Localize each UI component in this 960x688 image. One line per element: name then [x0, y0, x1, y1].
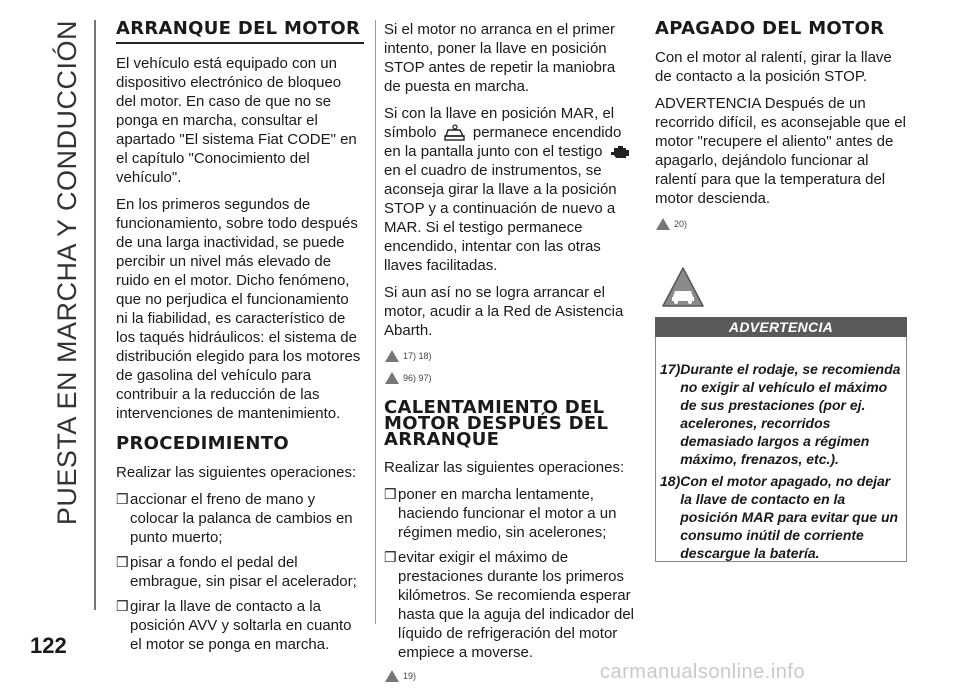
- checkbox-bullet-icon: ❒: [116, 598, 129, 614]
- warning-item: [660, 472, 904, 562]
- reference-numbers: 19): [403, 670, 417, 681]
- warning-reference: [655, 216, 907, 232]
- list-item-text: evitar exigir el máximo de prestaciones durante los primeros kilómetros. Se recomienda esperar hasta que la aguja del indicador del líquido de refrigeración del motor empiece a moverse.: [398, 549, 635, 662]
- list-item-text: accionar el freno de mano y colocar la palanca de cambios en punto muerto;: [130, 491, 353, 546]
- engine-warning-icon: [609, 144, 631, 160]
- reference-numbers: 96) 97): [403, 372, 432, 383]
- reference-numbers: 20): [674, 218, 688, 229]
- warning-number: 18): [660, 473, 681, 489]
- warning-text: Con el motor apagado, no dejar la llave de contacto en la posición MAR para evitar que un consumo inútil de corriente descargue la batería.: [680, 473, 899, 561]
- paragraph: Si el motor no arranca en el primer intento, poner la llave en posición STOP antes de repetir la maniobra de puesta en marcha.: [384, 21, 616, 95]
- list-item-text: pisar a fondo el pedal del embrague, sin pisar el acelerador;: [130, 554, 357, 590]
- paragraph: Con el motor al ralentí, girar la llave de contacto a la posición STOP.: [655, 49, 892, 85]
- paragraph: Si aun así no se logra arrancar el motor, acudir a la Red de Asistencia Abarth.: [384, 284, 624, 340]
- warning-car-triangle-icon: [661, 266, 705, 308]
- list-item-text: poner en marcha lentamente, haciendo funcionar el motor a un régimen medio, sin acelerones;: [398, 486, 617, 542]
- list-item: [384, 485, 636, 542]
- sidebar-rule: [94, 20, 96, 610]
- warning-number: 17): [660, 361, 681, 377]
- page-number: 122: [30, 633, 67, 658]
- watermark: carmanualsonline.info: [600, 661, 806, 683]
- caution-triangle-icon: [384, 371, 400, 385]
- warning-item: [660, 360, 904, 468]
- column-2: [384, 20, 636, 688]
- column-3: [655, 20, 907, 236]
- paragraph: ADVERTENCIA Después de un recorrido difícil, es aconsejable que el motor "recupere el aliento" antes de apagarlo, dejándolo funcionar al ralentí para que la temperatura del motor descienda.: [655, 95, 906, 207]
- column-1: [116, 20, 364, 660]
- warning-list: [660, 360, 904, 566]
- paragraph: Realizar las siguientes operaciones:: [384, 459, 625, 477]
- warning-reference: [384, 370, 636, 386]
- text-fragment: en el cuadro de instrumentos, se aconseja girar la llave a la posición STOP y a continuación de nuevo a MAR. Si el testigo permanece encendido, intentar con las otras llaves facilitadas.: [384, 162, 617, 275]
- subheading-procedimiento: PROCEDIMIENTO: [116, 433, 289, 454]
- paragraph: Realizar las siguientes operaciones:: [116, 464, 357, 481]
- warning-reference: [384, 668, 636, 684]
- text-fragment: Si con la llave en posición MAR, el símbolo: [384, 105, 615, 141]
- chapter-title-text: PUESTA EN MARCHA Y CONDUCCIÓN: [52, 20, 82, 526]
- paragraph-with-icons: [384, 104, 636, 275]
- paragraph: El vehículo está equipado con un dispositivo electrónico de bloqueo del motor. En caso de que no se ponga en marcha, consultar el apartado "El sistema Fiat CODE" en el capítulo "Conocimiento del vehículo".: [116, 55, 357, 186]
- section-heading-calentamiento: CALENTAMIENTO DEL MOTOR DESPUÉS DEL ARRANQUE: [384, 397, 609, 451]
- list-item: [384, 548, 636, 662]
- section-heading-arranque: ARRANQUE DEL MOTOR: [116, 20, 364, 44]
- immobilizer-car-key-icon: [443, 124, 467, 142]
- list-item-text: girar la llave de contacto a la posición AVV y soltarla en cuanto el motor se ponga en marcha.: [130, 598, 352, 653]
- checkbox-bullet-icon: ❒: [384, 486, 397, 503]
- checkbox-bullet-icon: ❒: [384, 549, 397, 566]
- list-item: [116, 597, 364, 654]
- text-fragment: permanece encendido en la pantalla junto con el testigo: [384, 124, 622, 161]
- column-separator: [375, 20, 376, 624]
- list-item: [116, 490, 364, 547]
- list-item: [116, 553, 364, 591]
- caution-triangle-icon: [655, 217, 671, 231]
- chapter-sidebar-title: [52, 20, 92, 610]
- paragraph: En los primeros segundos de funcionamiento, sobre todo después de una larga inactividad, se puede percibir un nivel más elevado de ruido en el motor. Dicho fenómeno, que no perjudica el funcionamiento ni la fiabilidad, es característico de los taqués hidráulicos: el sistema de distribución elegido para los motores de gasolina del vehículo para contribuir a la reducción de las intervenciones de mantenimiento.: [116, 196, 361, 422]
- checkbox-bullet-icon: ❒: [116, 554, 129, 570]
- warning-reference: [384, 348, 636, 364]
- warning-text: Durante el rodaje, se recomienda no exigir al vehículo el máximo de sus prestaciones (por ej. acelerones, recorridos demasiado largos a régimen máximo, frenazos, etc.).: [680, 361, 901, 467]
- warning-triangle-icon: [384, 349, 400, 363]
- caution-triangle-icon: [384, 669, 400, 683]
- reference-numbers: 17) 18): [403, 350, 432, 361]
- warning-banner: ADVERTENCIA: [655, 317, 907, 337]
- section-heading-apagado: APAGADO DEL MOTOR: [655, 18, 885, 39]
- checkbox-bullet-icon: ❒: [116, 491, 129, 507]
